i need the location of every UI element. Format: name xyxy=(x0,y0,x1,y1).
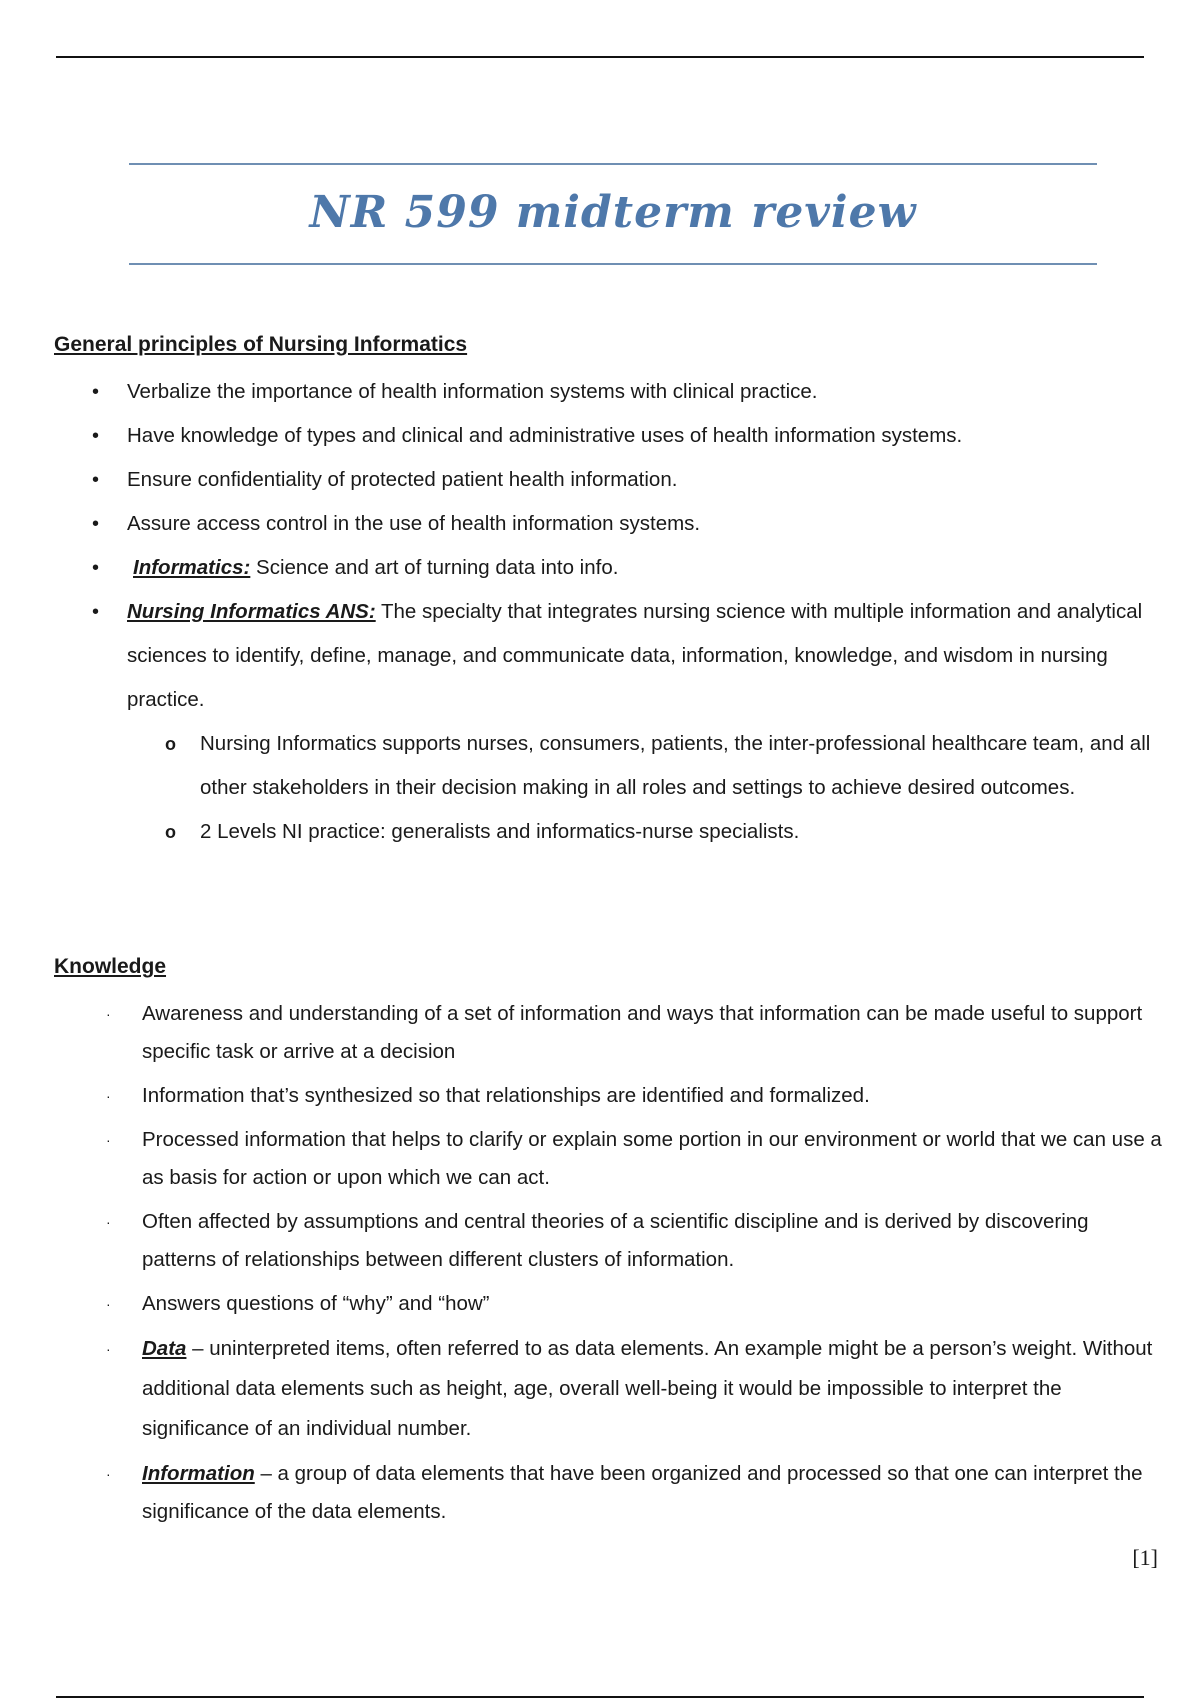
bullet-dot-icon: · xyxy=(106,1466,111,1482)
list-item: · Processed information that helps to clarify or explain some portion in our environment or world that we can use a as basis for action or upon which we can act. xyxy=(106,1121,1166,1197)
bullet-dot-icon: · xyxy=(106,1132,111,1148)
sub-list-item: o 2 Levels NI practice: generalists and informatics-nurse specialists. xyxy=(165,810,1152,854)
page-top-rule xyxy=(56,56,1144,58)
bullet-disc-icon: • xyxy=(92,469,100,491)
bullet-circle-icon: o xyxy=(165,822,176,842)
sub-list-item: o Nursing Informatics supports nurses, consumers, patients, the inter-professional healthcare team, and all other stakeholders in their decision making in all roles and settings to achieve desired outcomes. xyxy=(165,722,1152,810)
list-item: · Data – uninterpreted items, often referred to as data elements. An example might be a person’s weight. Without additional data elements such as height, age, overall well-being it would be impossible to interpret the significance of an individual number. xyxy=(106,1329,1166,1449)
term-information: Information xyxy=(142,1462,255,1485)
list-item: · Often affected by assumptions and central theories of a scientific discipline and is derived by discovering patterns of relationships between different clusters of information. xyxy=(106,1203,1166,1279)
list-item: · Information – a group of data elements that have been organized and processed so that one can interpret the significance of the data elements. xyxy=(106,1455,1166,1531)
bullet-dot-icon: · xyxy=(106,1341,111,1357)
section-heading-knowledge: Knowledge xyxy=(54,955,167,978)
bullet-disc-icon: • xyxy=(92,425,100,447)
bullet-disc-icon: • xyxy=(92,513,100,535)
page-bottom-rule xyxy=(56,1696,1144,1698)
nursing-informatics-sublist xyxy=(165,722,1152,854)
page-title: NR 599 midterm review xyxy=(309,187,917,238)
bullet-dot-icon: · xyxy=(106,1088,111,1104)
term-data: Data xyxy=(142,1337,187,1360)
list-item: · Awareness and understanding of a set of information and ways that information can be made useful to support specific task or arrive at a decision xyxy=(106,995,1166,1071)
section-heading-general-principles: General principles of Nursing Informatics xyxy=(54,333,468,356)
title-bottom-rule xyxy=(129,263,1097,265)
bullet-dot-icon: · xyxy=(106,1296,111,1312)
knowledge-list xyxy=(106,995,1166,1537)
term-informatics: Informatics: xyxy=(133,556,251,579)
list-item: • Have knowledge of types and clinical and administrative uses of health information systems. xyxy=(92,414,1152,458)
bullet-disc-icon: • xyxy=(92,381,100,403)
term-nursing-informatics: Nursing Informatics ANS: xyxy=(127,600,376,623)
list-item: • Verbalize the importance of health information systems with clinical practice. xyxy=(92,370,1152,414)
page-number: [1] xyxy=(1132,1545,1158,1570)
bullet-disc-icon: • xyxy=(92,557,100,579)
list-item: • Informatics: Science and art of turning data into info. xyxy=(92,546,1152,590)
bullet-circle-icon: o xyxy=(165,734,176,754)
list-item: • Nursing Informatics ANS: The specialty that integrates nursing science with multiple information and analytical sciences to identify, define, manage, and communicate data, information, knowledge, and wisdom in nursing practice. o Nursing Informatics supports nurses, consumers, patients, the inter-professional healthcare team, and all other stakeholders in their decision making in all roles and settings to achieve desired outcomes. o 2 Levels NI practice: generalists and informatics-nurse specialists. xyxy=(92,590,1152,854)
list-item: • Assure access control in the use of health information systems. xyxy=(92,502,1152,546)
list-item: · Information that’s synthesized so that relationships are identified and formalized. xyxy=(106,1077,1166,1115)
list-item: · Answers questions of “why” and “how” xyxy=(106,1285,1166,1323)
bullet-dot-icon: · xyxy=(106,1006,111,1022)
list-item: • Ensure confidentiality of protected patient health information. xyxy=(92,458,1152,502)
bullet-dot-icon: · xyxy=(106,1214,111,1230)
title-block xyxy=(129,163,1097,265)
bullet-disc-icon: • xyxy=(92,601,100,623)
general-principles-list xyxy=(92,370,1152,854)
